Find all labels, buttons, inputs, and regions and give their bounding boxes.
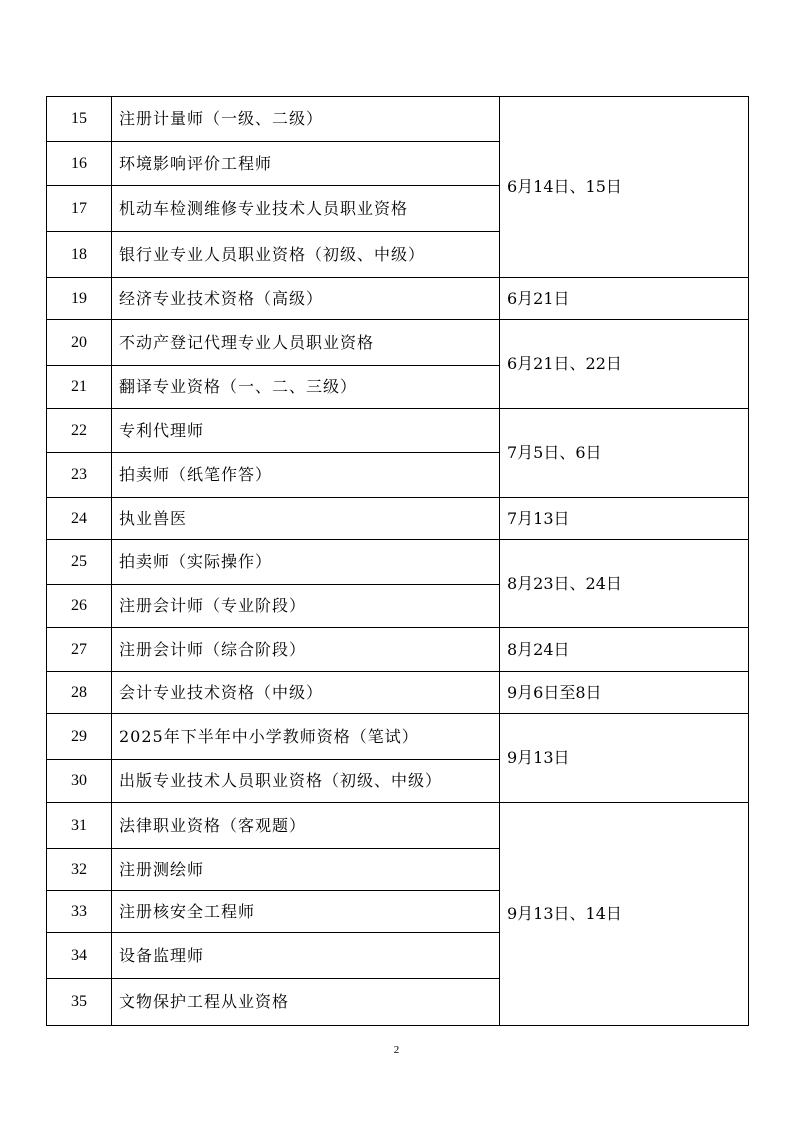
row-number: 26 — [47, 585, 112, 628]
table-row — [47, 803, 749, 849]
table-row — [47, 498, 749, 540]
exam-name: 注册会计师（综合阶段） — [112, 628, 500, 672]
exam-name: 经济专业技术资格（高级） — [112, 278, 500, 320]
exam-name: 翻译专业资格（一、二、三级） — [112, 366, 500, 409]
row-number: 33 — [47, 891, 112, 933]
table-row — [47, 409, 749, 453]
exam-name: 专利代理师 — [112, 409, 500, 453]
row-number: 16 — [47, 142, 112, 186]
row-number: 31 — [47, 803, 112, 849]
exam-name: 执业兽医 — [112, 498, 500, 540]
exam-date: 9月6日至8日 — [500, 672, 749, 714]
exam-name: 法律职业资格（客观题） — [112, 803, 500, 849]
exam-name: 拍卖师（实际操作） — [112, 540, 500, 585]
exam-name: 会计专业技术资格（中级） — [112, 672, 500, 714]
row-number: 32 — [47, 849, 112, 891]
exam-name: 注册会计师（专业阶段） — [112, 585, 500, 628]
table-row — [47, 672, 749, 714]
exam-date: 6月14日、15日 — [500, 97, 749, 278]
row-number: 28 — [47, 672, 112, 714]
table-row — [47, 540, 749, 585]
row-number: 34 — [47, 933, 112, 979]
row-number: 17 — [47, 186, 112, 232]
row-number: 35 — [47, 979, 112, 1026]
exam-name: 2025年下半年中小学教师资格（笔试） — [112, 714, 500, 760]
table-row — [47, 320, 749, 366]
exam-name: 环境影响评价工程师 — [112, 142, 500, 186]
exam-name: 注册核安全工程师 — [112, 891, 500, 933]
exam-date: 7月5日、6日 — [500, 409, 749, 498]
table-row — [47, 97, 749, 142]
exam-name: 拍卖师（纸笔作答） — [112, 453, 500, 498]
row-number: 15 — [47, 97, 112, 142]
exam-name: 设备监理师 — [112, 933, 500, 979]
row-number: 24 — [47, 498, 112, 540]
exam-name: 银行业专业人员职业资格（初级、中级） — [112, 232, 500, 278]
exam-schedule-table — [46, 96, 749, 1026]
exam-date: 6月21日、22日 — [500, 320, 749, 409]
row-number: 30 — [47, 760, 112, 803]
row-number: 25 — [47, 540, 112, 585]
row-number: 23 — [47, 453, 112, 498]
table-row — [47, 628, 749, 672]
page-number: 2 — [393, 1044, 400, 1056]
exam-date: 7月13日 — [500, 498, 749, 540]
exam-name: 出版专业技术人员职业资格（初级、中级） — [112, 760, 500, 803]
exam-date: 9月13日 — [500, 714, 749, 803]
row-number: 22 — [47, 409, 112, 453]
row-number: 29 — [47, 714, 112, 760]
exam-name: 不动产登记代理专业人员职业资格 — [112, 320, 500, 366]
exam-name: 文物保护工程从业资格 — [112, 979, 500, 1026]
exam-date: 9月13日、14日 — [500, 803, 749, 1026]
exam-date: 8月23日、24日 — [500, 540, 749, 628]
exam-date: 8月24日 — [500, 628, 749, 672]
table-row — [47, 278, 749, 320]
row-number: 18 — [47, 232, 112, 278]
exam-name: 注册计量师（一级、二级） — [112, 97, 500, 142]
row-number: 19 — [47, 278, 112, 320]
row-number: 21 — [47, 366, 112, 409]
row-number: 27 — [47, 628, 112, 672]
exam-date: 6月21日 — [500, 278, 749, 320]
row-number: 20 — [47, 320, 112, 366]
exam-name: 机动车检测维修专业技术人员职业资格 — [112, 186, 500, 232]
exam-name: 注册测绘师 — [112, 849, 500, 891]
table-row — [47, 714, 749, 760]
